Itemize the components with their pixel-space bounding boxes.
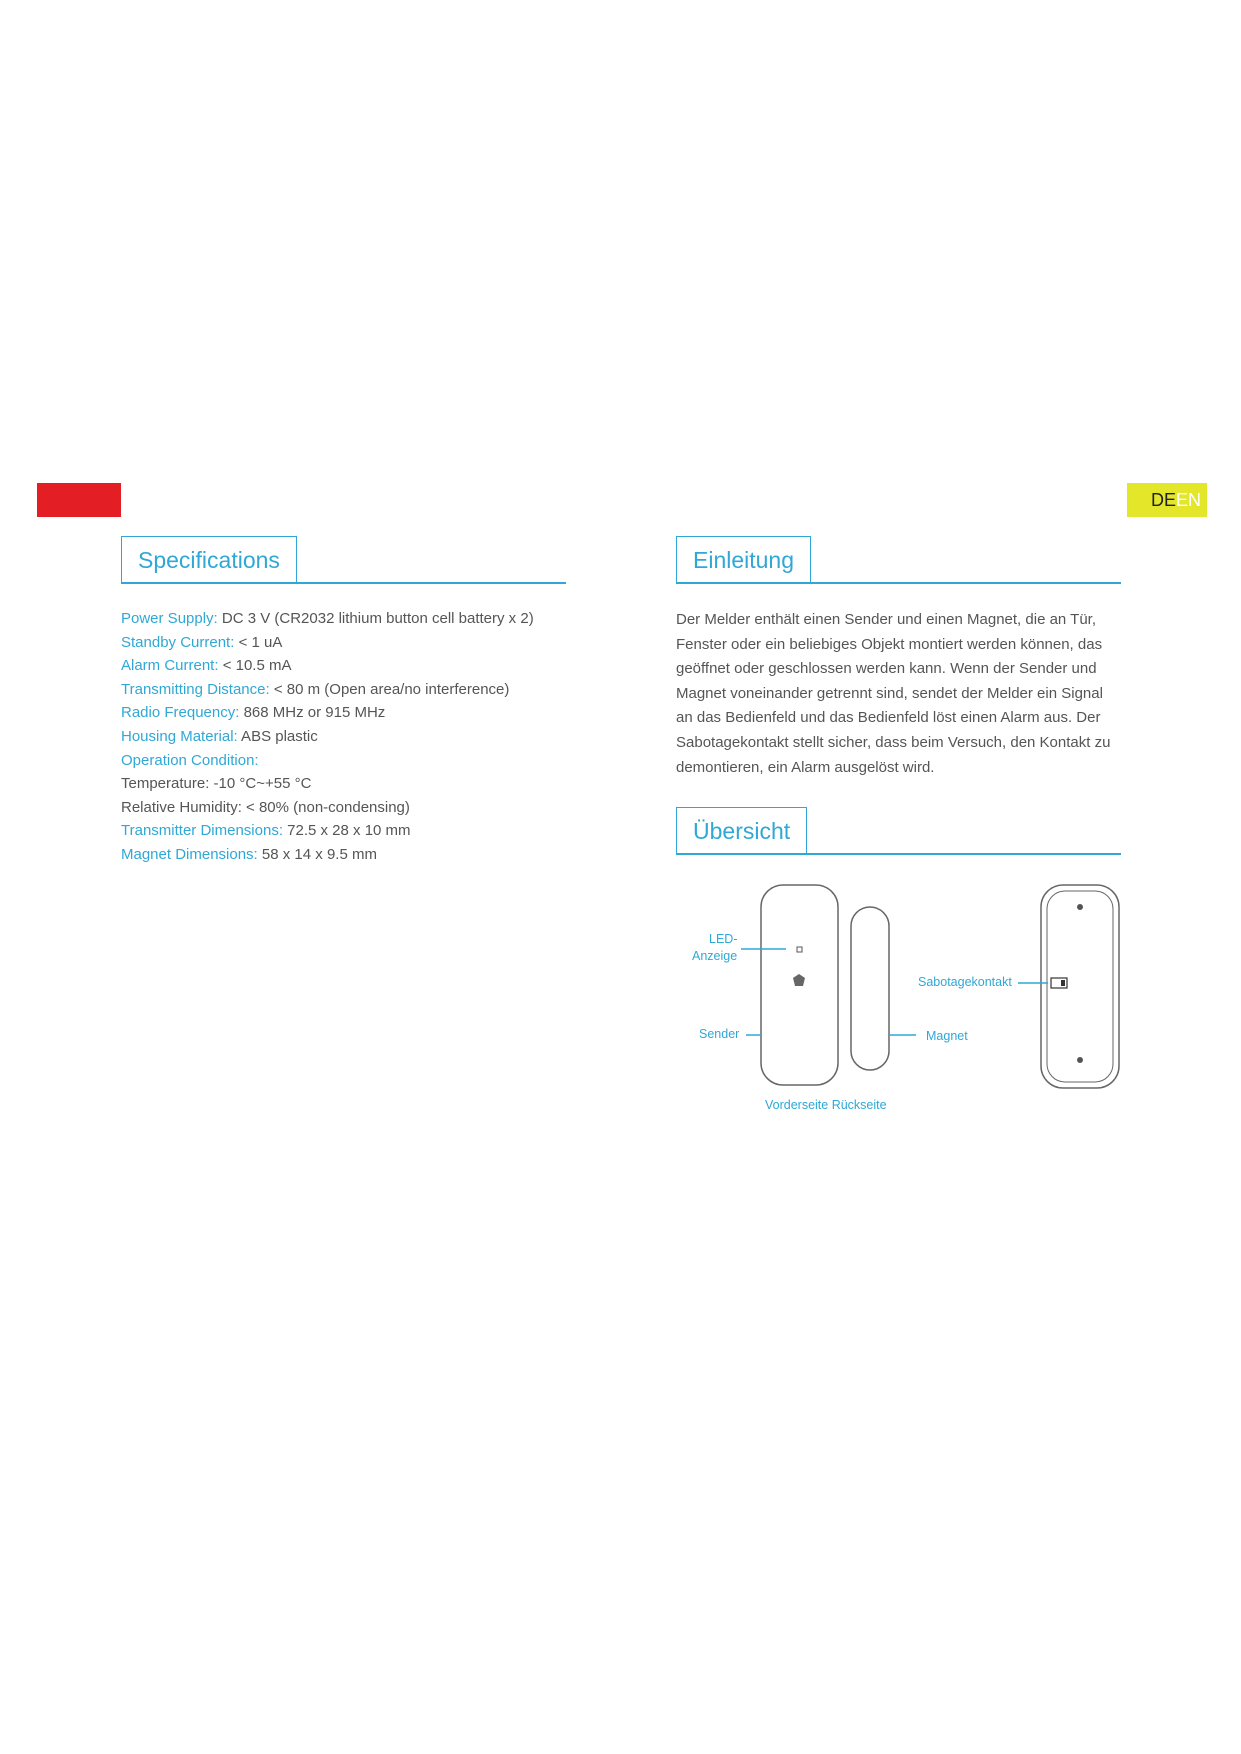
heading-underline xyxy=(676,853,1121,855)
led-label-line2: Anzeige xyxy=(692,949,738,963)
spec-value: < 1 uA xyxy=(234,633,283,651)
spec-value: DC 3 V (CR2032 lithium button cell battery x 2) xyxy=(217,610,534,627)
einleitung-text xyxy=(676,608,1121,780)
device-illustration xyxy=(676,880,1136,1120)
spec-label: Standby Current: xyxy=(121,633,235,651)
red-page-tab xyxy=(37,483,121,517)
spec-value: 72.5 x 28 x 10 mm xyxy=(282,822,411,840)
einleitung-heading xyxy=(676,536,1121,584)
spec-value: < 10.5 mA xyxy=(218,657,292,675)
spec-value: < 80 m (Open area/no interference) xyxy=(269,680,510,698)
magnet-body xyxy=(851,907,889,1070)
spec-label: Operation Condition: xyxy=(121,751,259,769)
einleitung-line: Fenster oder ein beliebiges Objekt montiert werden können, das xyxy=(676,635,1103,653)
spec-value: 868 MHz or 915 MHz xyxy=(239,704,386,722)
spec-row xyxy=(121,701,581,725)
einleitung-line: an das Bedienfeld und das Bedienfeld löst einen Alarm aus. Der xyxy=(676,709,1101,727)
sabotage-label: Sabotagekontakt xyxy=(918,975,1012,989)
language-de[interactable]: DE xyxy=(1150,490,1176,510)
diagram-caption: Vorderseite Rückseite xyxy=(765,1098,887,1112)
heading-underline xyxy=(676,582,1121,584)
spec-row xyxy=(121,772,581,796)
spec-label: Transmitting Distance: xyxy=(121,680,270,698)
tamper-switch-detail xyxy=(1061,980,1065,986)
spec-value: Temperature: -10 °C~+55 °C xyxy=(121,775,312,793)
screw-icon xyxy=(1077,904,1083,910)
spec-label: Alarm Current: xyxy=(121,657,219,675)
spec-label: Transmitter Dimensions: xyxy=(121,822,283,840)
language-en[interactable]: EN xyxy=(1175,490,1201,510)
device-diagram xyxy=(676,880,1136,1120)
spec-row xyxy=(121,796,581,820)
specifications-list xyxy=(121,607,581,867)
spec-row xyxy=(121,607,581,631)
sender-label: Sender xyxy=(699,1027,740,1041)
uebersicht-heading xyxy=(676,807,1121,855)
einleitung-title: Einleitung xyxy=(676,536,811,582)
einleitung-line: Der Melder enthält einen Sender und einen Magnet, die an Tür, xyxy=(676,611,1096,628)
specifications-heading xyxy=(121,536,566,584)
einleitung-line: Sabotagekontakt stellt sicher, dass beim Versuch, den Kontakt zu xyxy=(676,733,1111,751)
language-tab[interactable] xyxy=(1127,483,1207,517)
spec-value: Relative Humidity: < 80% (non-condensing) xyxy=(121,798,410,816)
specifications-title: Specifications xyxy=(121,536,297,582)
screw-icon xyxy=(1077,1057,1083,1063)
spec-row xyxy=(121,678,581,702)
spec-row xyxy=(121,725,581,749)
uebersicht-title: Übersicht xyxy=(676,807,807,853)
spec-row xyxy=(121,843,581,867)
spec-value: ABS plastic xyxy=(237,727,318,745)
led-label-line1: LED- xyxy=(709,932,738,946)
magnet-label: Magnet xyxy=(926,1029,968,1043)
spec-label: Housing Material: xyxy=(121,727,238,745)
einleitung-line: demontieren, ein Alarm ausgelöst wird. xyxy=(676,758,935,776)
spec-row xyxy=(121,631,581,655)
heading-underline xyxy=(121,582,566,584)
spec-row xyxy=(121,819,581,843)
einleitung-line: Magnet voneinander getrennt sind, sendet der Melder ein Signal xyxy=(676,684,1103,702)
spec-row xyxy=(121,654,581,678)
spec-label: Radio Frequency: xyxy=(121,704,240,722)
spec-row xyxy=(121,749,581,773)
spec-value: 58 x 14 x 9.5 mm xyxy=(257,845,377,863)
spec-label: Power Supply: xyxy=(121,610,218,627)
spec-label: Magnet Dimensions: xyxy=(121,845,258,863)
einleitung-line: geöffnet oder geschlossen werden kann. Wenn der Sender und xyxy=(676,660,1097,678)
